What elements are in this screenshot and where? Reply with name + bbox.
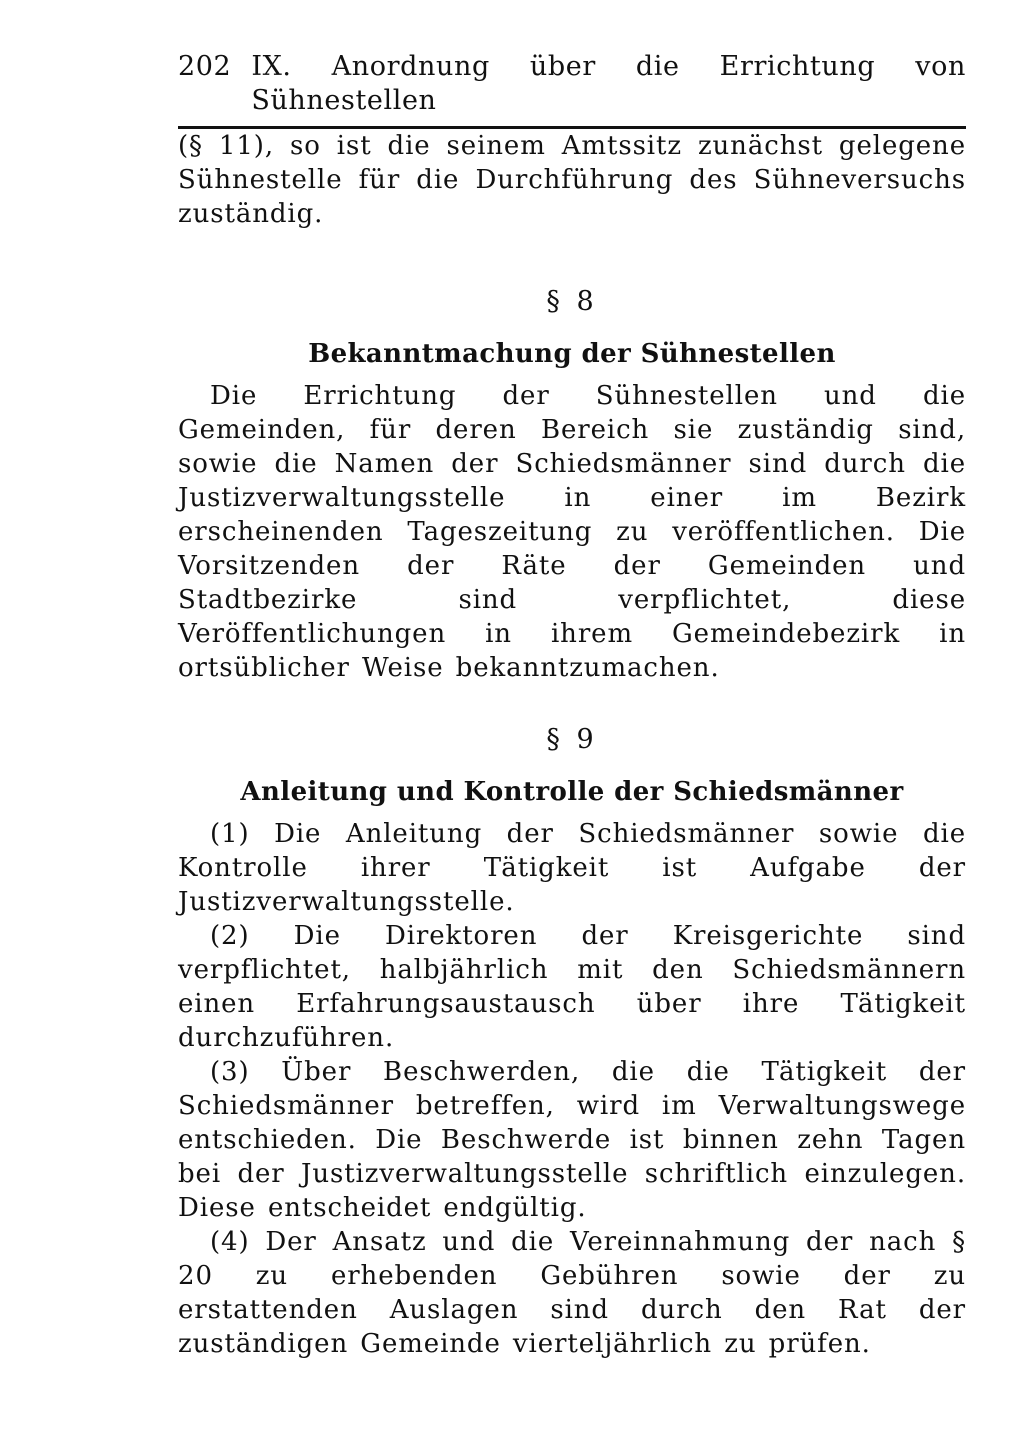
- section-number: § 8: [546, 285, 598, 317]
- section-9: [178, 723, 966, 1361]
- section-heading: Bekanntmachung der Sühnestellen: [308, 338, 836, 369]
- page-number: 202: [178, 51, 232, 82]
- section-paragraph: (3) Über Beschwerden, die die Tätigkeit der Schiedsmänner betreffen, wird im Verwaltungswege entschieden. Die Beschwerde ist binnen zehn Tagen bei der Justizverwaltungsstelle schriftlich einzulegen. Diese entscheidet endgültig.: [178, 1056, 966, 1223]
- continuation-paragraph: (§ 11), so ist die seinem Amtssitz zunächst gelegene Sühnestelle für die Durchführung des Sühneversuchs zuständig.: [178, 130, 966, 229]
- section-number: § 9: [546, 723, 598, 755]
- section-heading: Anleitung und Kontrolle der Schiedsmänner: [240, 776, 904, 807]
- section-paragraph: (4) Der Ansatz und die Vereinnahmung der nach § 20 zu erhebenden Gebühren sowie der zu erstattenden Auslagen sind durch den Rat der zuständigen Gemeinde vierteljährlich zu prüfen.: [178, 1226, 966, 1359]
- chapter-title: IX. Anordnung über die Errichtung von Sühnestellen: [251, 51, 966, 116]
- document-page: [178, 50, 966, 1361]
- section-paragraph: Die Errichtung der Sühnestellen und die Gemeinden, für deren Bereich sie zuständig sind, sowie die Namen der Schiedsmänner sind durch die Justizverwaltungsstelle in einer im Bezirk erscheinenden Tageszeitung zu veröffentlichen. Die Vorsitzenden der Räte der Gemeinden und Stadtbezirke sind verpflichtet, diese Veröffentlichungen in ihrem Gemeindebezirk in ortsüblicher Weise bekanntzumachen.: [178, 380, 966, 683]
- section-paragraph: (1) Die Anleitung der Schiedsmänner sowie die Kontrolle ihrer Tätigkeit ist Aufgabe der Justizverwaltungsstelle.: [178, 818, 966, 917]
- section-8: [178, 285, 966, 685]
- running-header: [178, 50, 966, 129]
- section-paragraph: (2) Die Direktoren der Kreisgerichte sind verpflichtet, halbjährlich mit den Schiedsmännern einen Erfahrungsaustausch über ihre Tätigkeit durchzuführen.: [178, 920, 966, 1053]
